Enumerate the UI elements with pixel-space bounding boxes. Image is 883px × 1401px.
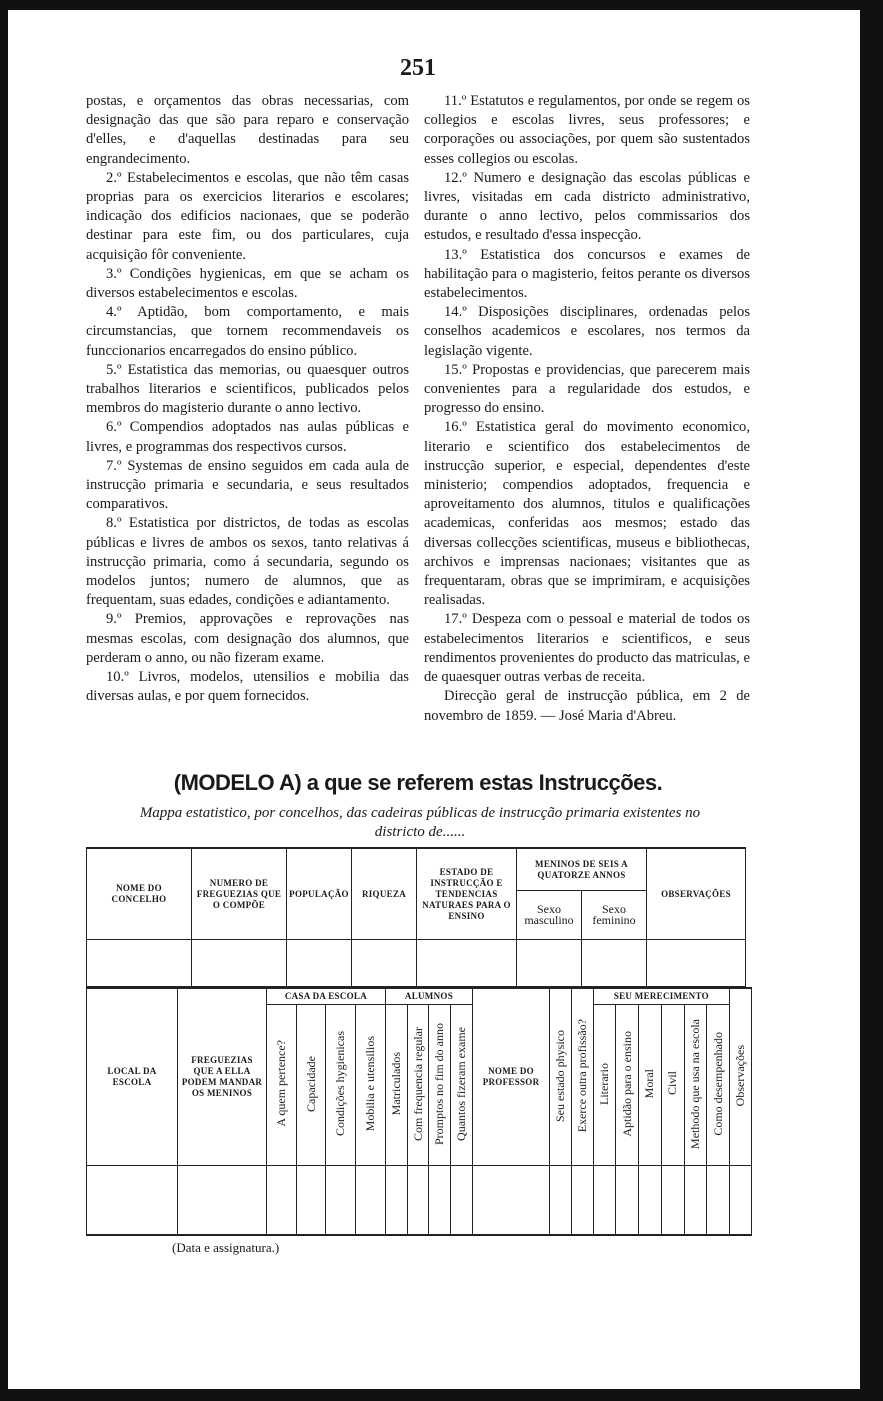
- table-cell: [87, 940, 192, 988]
- left-column: [86, 92, 409, 707]
- header-condicoes-hygienicas: Condições hygienicas: [326, 1005, 356, 1166]
- paragraph: 11.º Estatutos e regulamentos, por onde se regem os collegios e escolas livres, seus professores; e corporações ou associações, por quem são sustentados esses collegios ou escolas.: [424, 93, 750, 167]
- header-capacidade: Capacidade: [296, 1005, 326, 1166]
- paragraph: 17.º Despeza com o pessoal e material de todos os estabelecimentos literarios e scientificos, e seus rendimentos provenientes do producto das matriculas, e de quaesquer outras verbas de receita.: [424, 611, 750, 686]
- header-sexo-feminino: Sexo feminino: [582, 891, 647, 940]
- header-local-escola: LOCAL DA ESCOLA: [87, 988, 178, 1166]
- table-cell: [582, 940, 647, 988]
- header-nome-professor: NOME DO PROFESSOR: [473, 988, 550, 1166]
- table-cell: [451, 1166, 473, 1236]
- header-quantos-exame: Quantos fizeram exame: [451, 1005, 473, 1166]
- table-cell: [730, 1166, 752, 1236]
- table-cell: [571, 1166, 593, 1236]
- header-moral: Moral: [639, 1005, 662, 1166]
- signature-note: (Data e assignatura.): [172, 1240, 280, 1255]
- table-cell: [417, 940, 517, 988]
- paragraph: 10.º Livros, modelos, utensilios e mobilia das diversas aulas, e por quem fornecidos.: [86, 669, 409, 705]
- paragraph: 7.º Systemas de ensino seguidos em cada aula de instrucção primaria e secundaria, e seus resultados comparativos.: [86, 457, 409, 513]
- header-outra-profissao: Exerce outra profissão?: [571, 988, 593, 1166]
- table-cell: [267, 1166, 297, 1236]
- header-methodo: Methodo que usa na escola: [684, 1005, 707, 1166]
- table-cell: [87, 1166, 178, 1236]
- escola-table: [86, 987, 752, 1236]
- table-cell: [352, 940, 417, 988]
- paragraph: 14.º Disposições disciplinares, ordenadas pelos conselhos academicos e escolares, nos termos da legislação vigente.: [424, 304, 750, 359]
- table-cell: [593, 1166, 616, 1236]
- header-como-desempenhado: Como desempenhado: [707, 1005, 730, 1166]
- table-cell: [661, 1166, 684, 1236]
- table-cell: [178, 1166, 267, 1236]
- header-populacao: POPULAÇÃO: [287, 848, 352, 940]
- table-cell: [517, 940, 582, 988]
- table-cell: [385, 1166, 407, 1236]
- paragraph: 16.º Estatistica geral do movimento economico, literario e scientifico dos estabelecimentos de instrucção superior, e especial, dependentes d'este ministerio; compendios adoptados, frequencia e aproveitamento dos alumnos, titulos e qualificações academicas, conferidas aos mesmos; estado das diversas collecções scientificas, museus e bibliothecas, archivos e imprensas nacionaes; visitantes que as frequentaram, obras que se imprimiram, e acquisições realisadas.: [424, 419, 750, 609]
- header-a-quem-pertence: A quem pertence?: [267, 1005, 297, 1166]
- header-freguezias: FREGUEZIAS QUE A ELLA PODEM MANDAR OS MENINOS: [178, 988, 267, 1166]
- scan-border-right: [860, 0, 883, 1401]
- header-mobilia: Mobilia e utensilios: [356, 1005, 386, 1166]
- page-number: 251: [400, 55, 436, 81]
- header-promptos: Promptos no fim do anno: [429, 1005, 451, 1166]
- header-sexo-masculino: Sexo masculino: [517, 891, 582, 940]
- table-cell: [326, 1166, 356, 1236]
- scan-border-bottom: [0, 1389, 883, 1401]
- header-estado-instrucao: ESTADO DE INSTRUCÇÃO E TENDENCIAS NATURAES PARA O ENSINO: [417, 848, 517, 940]
- table-cell: [684, 1166, 707, 1236]
- table-cell: [287, 940, 352, 988]
- concelho-table: [86, 847, 746, 988]
- table-cell: [616, 1166, 639, 1236]
- table-cell: [192, 940, 287, 988]
- scan-border-left: [0, 0, 8, 1401]
- table-cell: [647, 940, 746, 988]
- header-nome-concelho: NOME DO CONCELHO: [87, 848, 192, 940]
- paragraph: 2.º Estabelecimentos e escolas, que não têm casas proprias para os exercicios literarios e escolares; indicação dos edificios nacionaes, que se poderão destinar para este fim, ou dos particulares, cuja acquisição fôr conveniente.: [86, 169, 409, 263]
- table-cell: [707, 1166, 730, 1236]
- table-cell: [550, 1166, 572, 1236]
- header-meninos: MENINOS DE SEIS A QUATORZE ANNOS: [517, 848, 647, 891]
- paragraph: 9.º Premios, approvações e reprovações nas mesmas escolas, com designação dos alumnos, que perderam o anno, ou não fizeram exame.: [86, 611, 409, 666]
- header-literario: Literario: [593, 1005, 616, 1166]
- paragraph: 13.º Estatistica dos concursos e exames de habilitação para o magisterio, feitos perante os diversos estabelecimentos.: [424, 246, 750, 302]
- right-column: [424, 92, 750, 726]
- signature-line: Direcção geral de instrucção pública, em 2 de novembro de 1859. — José Maria d'Abreu.: [424, 688, 750, 724]
- header-observacoes: Observações: [730, 988, 752, 1166]
- paragraph: 15.º Propostas e providencias, que parecerem mais convenientes para a regularidade dos estudos, e progresso do ensino.: [424, 361, 750, 417]
- header-riqueza: RIQUEZA: [352, 848, 417, 940]
- header-aptidao: Aptidão para o ensino: [616, 1005, 639, 1166]
- paragraph: 8.º Estatistica por districtos, de todas as escolas públicas e livres de ambos os sexos, tanto relativas á instrucção primaria, como á secundaria, segundo os modelos juntos; numero de alumnos, que as frequentam, suas edades, condições e adiantamento.: [86, 515, 409, 609]
- paragraph: 12.º Numero e designação das escolas públicas e livres, visitadas em cada districto administrativo, durante o anno lectivo, pelos commissarios dos estudos, e resultado d'essa inspecção.: [424, 169, 750, 244]
- table-cell: [429, 1166, 451, 1236]
- paragraph: postas, e orçamentos das obras necessarias, com designação das que são para reparo e conservação d'elles, e d'aquellas destinadas para seu engrandecimento.: [86, 93, 409, 167]
- scan-border-top: [0, 0, 883, 10]
- header-estado-physico: Seu estado physico: [550, 988, 572, 1166]
- table-cell: [296, 1166, 326, 1236]
- table-cell: [407, 1166, 429, 1236]
- header-frequencia-regular: Com frequencia regular: [407, 1005, 429, 1166]
- header-matriculados: Matriculados: [385, 1005, 407, 1166]
- header-civil: Civil: [661, 1005, 684, 1166]
- table-cell: [473, 1166, 550, 1236]
- paragraph: 6.º Compendios adoptados nas aulas públicas e livres, e programmas dos respectivos cursos.: [86, 419, 409, 455]
- paragraph: 5.º Estatistica das memorias, ou quaesquer outros trabalhos literarios e scientificos, publicados pelos membros do magisterio durante o anno lectivo.: [86, 361, 409, 417]
- header-casa-escola: CASA DA ESCOLA: [267, 988, 386, 1005]
- model-title: (MODELO A) a que se referem estas Instrucções.: [173, 770, 663, 795]
- header-numero-freguezias: NUMERO DE FREGUEZIAS QUE O COMPÕE: [192, 848, 287, 940]
- model-subtitle: Mappa estatistico, por concelhos, das cadeiras públicas de instrucção primaria existentes no districto de......: [139, 805, 701, 840]
- header-alumnos: ALUMNOS: [385, 988, 472, 1005]
- paragraph: 4.º Aptidão, bom comportamento, e mais circumstancias, que tornem recommendaveis os funccionarios encarregados do ensino público.: [86, 304, 409, 359]
- table-cell: [639, 1166, 662, 1236]
- header-observacoes: OBSERVAÇÕES: [647, 848, 746, 940]
- header-seu-merecimento: SEU MERECIMENTO: [593, 988, 729, 1005]
- paragraph: 3.º Condições hygienicas, em que se acham os diversos estabelecimentos e escolas.: [86, 265, 409, 302]
- table-cell: [356, 1166, 386, 1236]
